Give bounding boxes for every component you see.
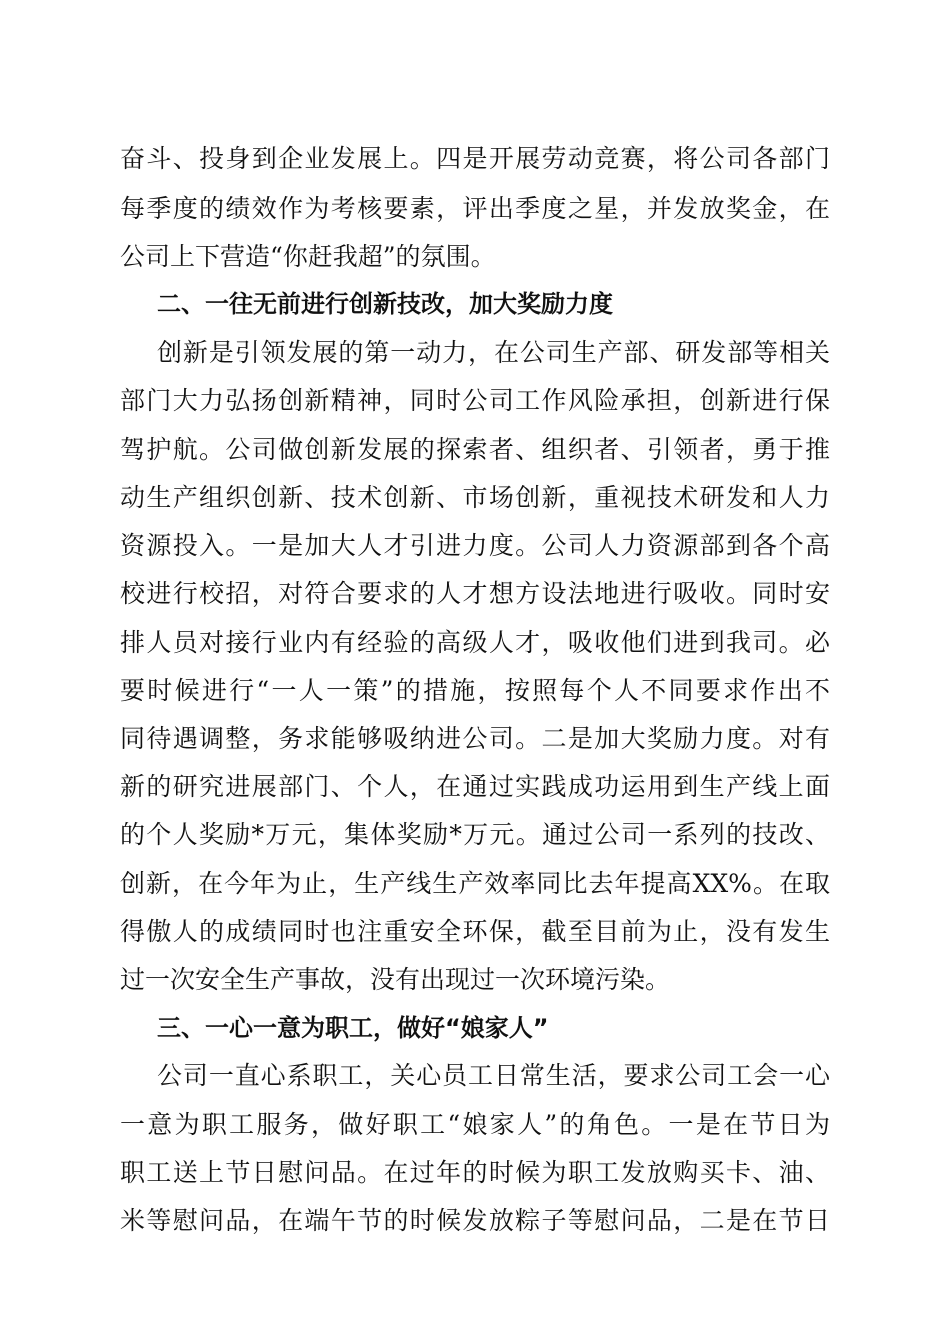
paragraph-2-line-6: 校进行校招，对符合要求的人才想方设法地进行吸收。同时安 (120, 579, 830, 608)
paragraph-2-line-10: 新的研究进展部门、个人，在通过实践成功运用到生产线上面 (120, 772, 830, 801)
paragraph-3-line-1: 公司一直心系职工，关心员工日常生活，要求公司工会一心 (157, 1061, 830, 1090)
section-heading-2: 二、一往无前进行创新技改，加大奖励力度 (157, 290, 613, 318)
paragraph-2-line-4: 动生产组织创新、技术创新、市场创新，重视技术研发和人力 (120, 483, 830, 512)
paragraph-2-line-11: 的个人奖励*万元，集体奖励*万元。通过公司一系列的技改、 (120, 820, 830, 849)
paragraph-1-line-2: 每季度的绩效作为考核要素，评出季度之星，并发放奖金，在 (120, 194, 830, 223)
paragraph-2-line-7: 排人员对接行业内有经验的高级人才，吸收他们进到我司。必 (120, 628, 830, 657)
section-heading-3: 三、一心一意为职工，做好“娘家人” (157, 1014, 549, 1042)
paragraph-3-line-3: 职工送上节日慰问品。在过年的时候为职工发放购买卡、油、 (120, 1158, 830, 1187)
paragraph-2-line-8: 要时候进行“一人一策”的措施，按照每个人不同要求作出不 (120, 676, 830, 705)
paragraph-2-line-1: 创新是引领发展的第一动力，在公司生产部、研发部等相关 (157, 338, 830, 367)
paragraph-2-line-12: 创新，在今年为止，生产线生产效率同比去年提高XX%。在取 (120, 869, 830, 898)
paragraph-2-line-14: 过一次安全生产事故，没有出现过一次环境污染。 (120, 965, 671, 994)
paragraph-2-line-3: 驾护航。公司做创新发展的探索者、组织者、引领者，勇于推 (120, 435, 830, 464)
paragraph-1-line-1: 奋斗、投身到企业发展上。四是开展劳动竞赛，将公司各部门 (120, 144, 830, 173)
paragraph-1-line-3: 公司上下营造“你赶我超”的氛围。 (120, 242, 496, 271)
paragraph-2-line-9: 同待遇调整，务求能够吸纳进公司。二是加大奖励力度。对有 (120, 724, 830, 753)
paragraph-3-line-2: 一意为职工服务，做好职工“娘家人”的角色。一是在节日为 (120, 1110, 830, 1139)
paragraph-2-line-5: 资源投入。一是加大人才引进力度。公司人力资源部到各个高 (120, 531, 830, 560)
paragraph-2-line-2: 部门大力弘扬创新精神，同时公司工作风险承担，创新进行保 (120, 386, 830, 415)
paragraph-2-line-13: 得傲人的成绩同时也注重安全环保，截至目前为止，没有发生 (120, 917, 830, 946)
paragraph-3-line-4: 米等慰问品，在端午节的时候发放粽子等慰问品，二是在节日 (120, 1206, 830, 1235)
